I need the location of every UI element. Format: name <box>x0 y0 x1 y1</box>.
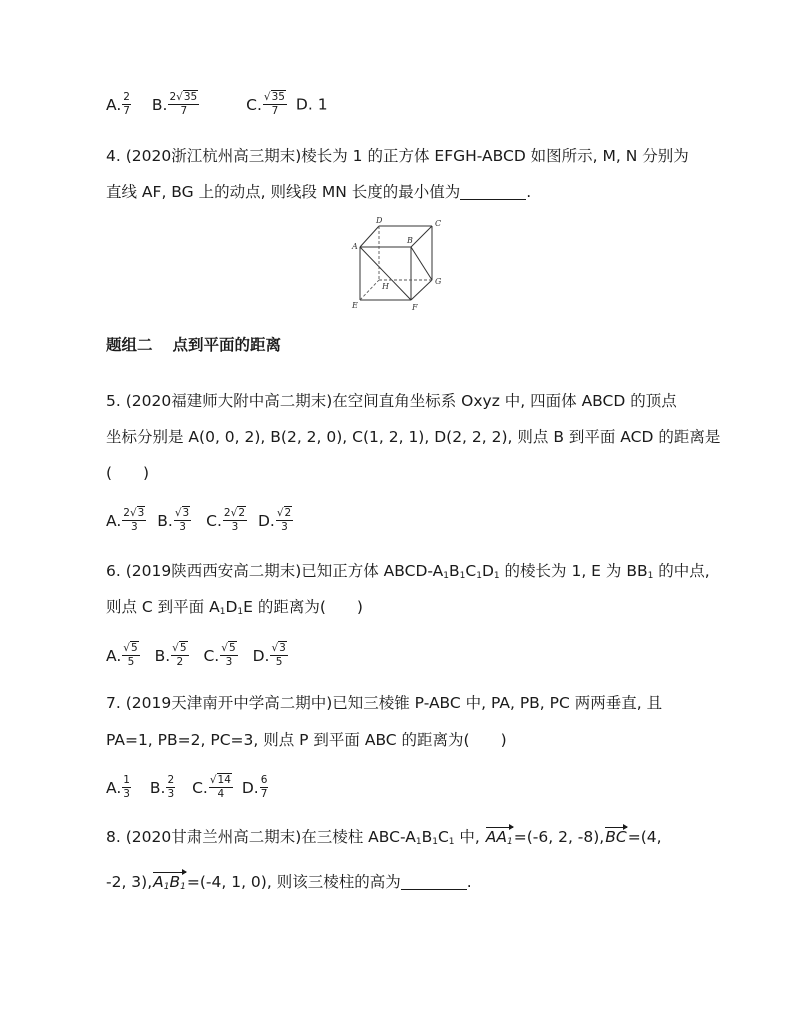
fraction <box>260 775 269 800</box>
q5-option-c <box>206 508 249 533</box>
q7-option-c <box>192 775 235 800</box>
radicand: 5 <box>179 642 187 654</box>
q5-option-b <box>157 508 193 533</box>
q6-option-d <box>253 643 290 668</box>
fraction <box>174 508 191 533</box>
fraction <box>171 643 188 668</box>
radicand: 5 <box>228 642 236 654</box>
denominator: 3 <box>167 788 175 800</box>
denominator: 7 <box>180 105 188 117</box>
label-e: E <box>352 301 358 310</box>
option-label: B. <box>154 646 171 665</box>
q3-option-a <box>106 92 133 117</box>
fraction <box>209 775 233 800</box>
sqrt-icon: √ <box>271 642 279 654</box>
label-d: D <box>376 216 383 225</box>
q3-option-b <box>152 92 201 117</box>
label-g: G <box>435 277 442 286</box>
q7-option-a <box>106 775 133 800</box>
q6-line-1: 6. (2019陕西西安高二期末)已知正方体 ABCD-$A_1B_1C_1D_1$ 的棱长为 1, E 为 $BB_1$ 的中点, <box>106 562 710 581</box>
q6-option-c <box>203 643 239 668</box>
q7-option-b <box>150 775 177 800</box>
coefficient: 2 <box>223 507 231 519</box>
q6-option-b <box>155 643 191 668</box>
sqrt-icon: √ <box>230 507 238 519</box>
option-label: C. <box>246 95 262 114</box>
q3-options <box>106 92 328 117</box>
period: . <box>526 183 532 201</box>
numerator: 1 <box>123 774 130 786</box>
option-label: A. <box>106 778 122 797</box>
cube-diagram <box>345 212 447 316</box>
option-label: A. <box>106 646 122 665</box>
option-label: B. <box>149 778 166 797</box>
radicand: 3 <box>279 642 286 654</box>
denominator: 7 <box>271 105 279 117</box>
label-c: C <box>435 219 442 228</box>
answer-blank <box>401 874 467 890</box>
q7-line-1: 7. (2019天津南开中学高二期中)已知三棱锥 P-ABC 中, PA, PB, PC 两两垂直, 且 <box>106 694 663 712</box>
section-label: 题组二 <box>106 336 153 354</box>
numerator: 2 <box>123 91 130 103</box>
fraction <box>122 643 139 668</box>
sqrt-icon: √ <box>123 642 130 654</box>
sqrt-icon: √ <box>129 507 137 519</box>
coefficient: 2 <box>123 507 130 519</box>
fraction <box>122 92 131 117</box>
fraction <box>263 92 287 117</box>
radicand: 2 <box>238 507 245 519</box>
option-label: C. <box>192 778 208 797</box>
q6-options <box>106 643 304 668</box>
numerator: 6 <box>260 774 268 786</box>
denominator: 5 <box>275 656 283 668</box>
answer-blank <box>460 184 526 200</box>
denominator: 7 <box>123 105 130 117</box>
sqrt-icon: √ <box>209 774 217 786</box>
radicand: 35 <box>271 91 285 103</box>
numerator: 2 <box>167 774 175 786</box>
label-f: F <box>412 303 418 312</box>
denominator: 3 <box>281 521 288 533</box>
denominator: 4 <box>217 788 225 800</box>
section-title: 点到平面的距离 <box>172 336 282 354</box>
q5-option-d <box>258 508 295 533</box>
denominator: 3 <box>179 521 186 533</box>
q7-option-d <box>242 775 271 800</box>
denominator: 3 <box>225 656 233 668</box>
q4-line-2-text: 直线 AF, BG 上的动点, 则线段 MN 长度的最小值为 <box>106 183 461 201</box>
q4-line-1: 4. (2020浙江杭州高三期末)棱长为 1 的正方体 EFGH-ABCD 如图所示, M, N 分别为 <box>106 147 689 165</box>
q5-line-3: ( ) <box>106 464 150 482</box>
q5-line-2: 坐标分别是 A(0, 0, 2), B(2, 2, 0), C(1, 2, 1), D(2, 2, 2), 则点 B 到平面 ACD 的距离是 <box>106 428 721 446</box>
fraction <box>166 775 175 800</box>
section-heading <box>106 334 281 356</box>
q4-line-2 <box>106 181 531 203</box>
option-label: D. <box>241 778 259 797</box>
q8-line-2: -2, $3),A_1B_1=(-4$, 1, 0), 则该三棱柱的高为 . <box>106 873 472 892</box>
option-label: A. <box>106 95 122 114</box>
vector-aa1: $AA_1$ <box>485 828 513 847</box>
fraction <box>276 508 293 533</box>
coefficient: 2 <box>169 91 177 103</box>
q6-line-2: 则点 C 到平面 $A_1D_1E$ 的距离为( ) <box>106 598 363 617</box>
q5-options <box>106 508 309 533</box>
sqrt-icon: √ <box>263 91 271 103</box>
sqrt-icon: √ <box>221 642 228 654</box>
q6-option-a <box>106 643 142 668</box>
option-label: C. <box>203 646 220 665</box>
label-h: H <box>382 282 389 291</box>
q3-option-d: D. 1 <box>295 95 328 114</box>
denominator: 3 <box>123 788 130 800</box>
q3-option-c <box>246 92 289 117</box>
denominator: 3 <box>231 521 239 533</box>
option-label: D. <box>257 511 275 530</box>
denominator: 5 <box>127 656 135 668</box>
sqrt-icon: √ <box>172 642 179 654</box>
fraction <box>220 643 237 668</box>
vector-a1b1: $A_1B_1$ <box>153 873 186 892</box>
sqrt-icon: √ <box>276 507 284 519</box>
option-label: D. <box>252 646 270 665</box>
q8-line-1: 8. (2020甘肃兰州高二期末)在三棱柱 ABC-$A_1B_1C_1$ 中, $AA_1=(-6$, 2, -8),BC=(4, <box>106 828 662 847</box>
fraction <box>122 775 131 800</box>
q5-line-1: 5. (2020福建师大附中高二期末)在空间直角坐标系 Oxyz 中, 四面体 ABCD 的顶点 <box>106 392 677 410</box>
q5-option-a <box>106 508 148 533</box>
denominator: 2 <box>176 656 184 668</box>
cube-figure <box>345 212 447 316</box>
option-label: C. <box>206 511 222 530</box>
fraction <box>270 643 287 668</box>
sqrt-icon: √ <box>174 507 182 519</box>
radicand: 2 <box>284 507 292 519</box>
fraction <box>223 508 247 533</box>
denominator: 3 <box>130 521 138 533</box>
option-label: A. <box>106 511 122 530</box>
option-label: B. <box>157 511 173 530</box>
vector-bc: BC <box>605 828 627 846</box>
radicand: 3 <box>182 507 190 519</box>
radicand: 35 <box>183 91 198 103</box>
q7-options <box>106 775 284 800</box>
q7-line-2: PA=1, PB=2, PC=3, 则点 P 到平面 ABC 的距离为( ) <box>106 731 507 749</box>
label-a: A <box>352 242 358 251</box>
denominator: 7 <box>260 788 268 800</box>
fraction <box>122 508 146 533</box>
label-b: B <box>407 236 413 245</box>
fraction <box>168 92 199 117</box>
radicand: 14 <box>217 774 231 786</box>
radicand: 5 <box>130 642 138 654</box>
sqrt-icon: √ <box>176 91 183 103</box>
option-label: B. <box>151 95 168 114</box>
radicand: 3 <box>137 507 145 519</box>
